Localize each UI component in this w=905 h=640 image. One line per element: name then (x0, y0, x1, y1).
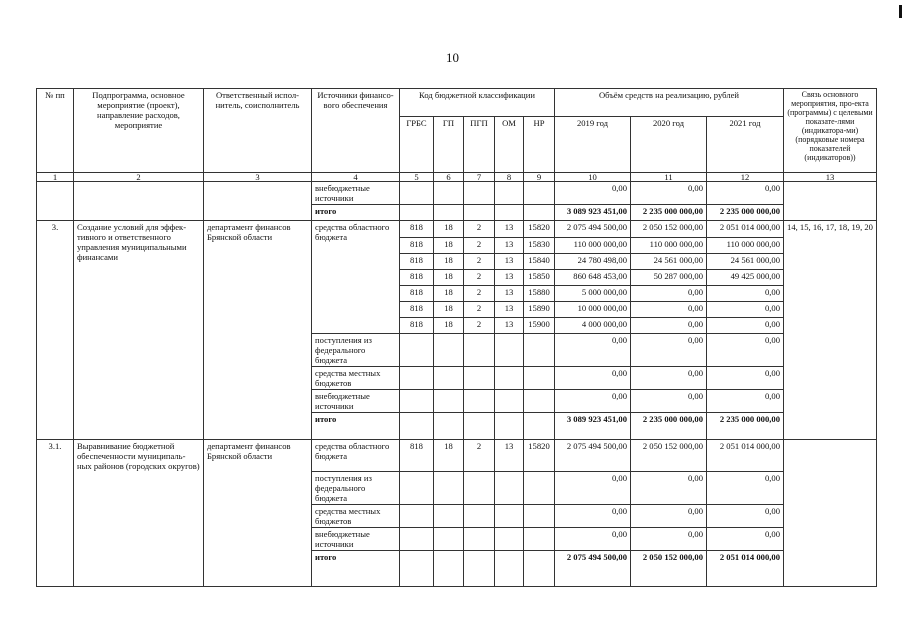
column-number: 9 (524, 173, 555, 182)
executor: департамент финансов Брянской области (204, 221, 312, 440)
grbs-code: 818 (400, 270, 434, 286)
nr-code: 15900 (524, 318, 555, 334)
value-2019: 4 000 000,00 (555, 318, 631, 334)
value-2021: 0,00 (707, 286, 784, 302)
header-om: ОМ (495, 117, 524, 173)
value-2019: 860 648 453,00 (555, 270, 631, 286)
header-link: Связь основного мероприятия, про-екта (программы) с целевыми показате-лями (индикатора-ми) (порядковые номера показателей (индикаторов)) (784, 89, 877, 173)
total-2019: 3 089 923 451,00 (555, 205, 631, 221)
nr-code: 15820 (524, 221, 555, 238)
header-2021: 2021 год (707, 117, 784, 173)
indicator-links (784, 440, 877, 587)
pgp-code: 2 (464, 318, 495, 334)
header-gp: ГП (434, 117, 464, 173)
corner-mark (899, 5, 902, 18)
value-2019: 0,00 (555, 367, 631, 390)
pgp-code: 2 (464, 238, 495, 254)
value-2019: 2 075 494 500,00 (555, 221, 631, 238)
om-code: 13 (495, 270, 524, 286)
total-2020: 2 235 000 000,00 (631, 205, 707, 221)
column-number: 6 (434, 173, 464, 182)
value-2021: 2 051 014 000,00 (707, 221, 784, 238)
value-2020: 0,00 (631, 318, 707, 334)
om-code: 13 (495, 440, 524, 472)
column-numbers-row (37, 173, 877, 182)
value-2019: 0,00 (555, 334, 631, 367)
nr-code: 15850 (524, 270, 555, 286)
total-2020: 2 235 000 000,00 (631, 413, 707, 440)
gp-code: 18 (434, 254, 464, 270)
value-2021: 0,00 (707, 318, 784, 334)
value-2021: 0,00 (707, 334, 784, 367)
source-label: внебюджетные источники (312, 182, 400, 205)
table-row (37, 440, 877, 472)
pgp-code: 2 (464, 221, 495, 238)
table-row (37, 182, 877, 205)
header-2019: 2019 год (555, 117, 631, 173)
program-title: Создание условий для эффек-тивного и ответственного управления муниципальными финансами (74, 221, 204, 440)
value-2020: 50 287 000,00 (631, 270, 707, 286)
value-2019: 0,00 (555, 472, 631, 505)
nr-code: 15890 (524, 302, 555, 318)
value-2019: 0,00 (555, 528, 631, 551)
row-number: 3. (37, 221, 74, 440)
column-number: 8 (495, 173, 524, 182)
program-title: Выравнивание бюджетной обеспеченности муниципаль-ных районов (городских округов) (74, 440, 204, 587)
column-number: 2 (74, 173, 204, 182)
value-2020: 0,00 (631, 367, 707, 390)
value-2021: 0,00 (707, 505, 784, 528)
column-number: 13 (784, 173, 877, 182)
page-number: 10 (446, 50, 459, 65)
header-executor: Ответственный испол-нитель, соисполнитель (204, 89, 312, 173)
value-2020: 24 561 000,00 (631, 254, 707, 270)
source-label: средства местных бюджетов (312, 367, 400, 390)
value-2021: 0,00 (707, 390, 784, 413)
total-2019: 2 075 494 500,00 (555, 551, 631, 587)
gp-code: 18 (434, 318, 464, 334)
header-pgp: ПГП (464, 117, 495, 173)
total-label: итого (312, 413, 400, 440)
value-2020: 0,00 (631, 286, 707, 302)
grbs-code: 818 (400, 221, 434, 238)
nr-code: 15840 (524, 254, 555, 270)
om-code: 13 (495, 286, 524, 302)
value-2019: 110 000 000,00 (555, 238, 631, 254)
total-2021: 2 051 014 000,00 (707, 551, 784, 587)
cell-empty (784, 182, 877, 221)
grbs-code: 818 (400, 254, 434, 270)
source-label: внебюджетные источники (312, 528, 400, 551)
cell-empty (37, 182, 74, 221)
value-2019: 0,00 (555, 390, 631, 413)
om-code: 13 (495, 302, 524, 318)
source-label: средства местных бюджетов (312, 505, 400, 528)
value-2021: 0,00 (707, 367, 784, 390)
value-2020: 0,00 (631, 528, 707, 551)
table-row (37, 221, 877, 238)
nr-code: 15820 (524, 440, 555, 472)
gp-code: 18 (434, 221, 464, 238)
grbs-code: 818 (400, 302, 434, 318)
total-2021: 2 235 000 000,00 (707, 413, 784, 440)
value-2021: 110 000 000,00 (707, 238, 784, 254)
value-2019: 2 075 494 500,00 (555, 440, 631, 472)
total-label: итого (312, 551, 400, 587)
value-2021: 0,00 (707, 182, 784, 205)
pgp-code: 2 (464, 270, 495, 286)
value-2019: 10 000 000,00 (555, 302, 631, 318)
source-label: средства областного бюджета (312, 221, 400, 334)
column-number: 7 (464, 173, 495, 182)
column-number: 3 (204, 173, 312, 182)
column-number: 12 (707, 173, 784, 182)
value-2020: 2 050 152 000,00 (631, 440, 707, 472)
total-2020: 2 050 152 000,00 (631, 551, 707, 587)
value-2020: 0,00 (631, 390, 707, 413)
column-number: 10 (555, 173, 631, 182)
pgp-code: 2 (464, 440, 495, 472)
gp-code: 18 (434, 238, 464, 254)
source-label: средства областного бюджета (312, 440, 400, 472)
header-sources: Источники финансо-вого обеспечения (312, 89, 400, 173)
header-volume: Объём средств на реализацию, рублей (555, 89, 784, 117)
nr-code: 15880 (524, 286, 555, 302)
value-2019: 0,00 (555, 505, 631, 528)
gp-code: 18 (434, 440, 464, 472)
value-2019: 0,00 (555, 182, 631, 205)
om-code: 13 (495, 238, 524, 254)
header-program: Подпрограмма, основное мероприятие (проект), направление расходов, мероприятие (74, 89, 204, 173)
value-2020: 0,00 (631, 182, 707, 205)
value-2021: 0,00 (707, 528, 784, 551)
budget-table (36, 88, 877, 587)
value-2020: 0,00 (631, 334, 707, 367)
gp-code: 18 (434, 270, 464, 286)
nr-code: 15830 (524, 238, 555, 254)
gp-code: 18 (434, 286, 464, 302)
header-no: № пп (37, 89, 74, 173)
executor: департамент финансов Брянской области (204, 440, 312, 587)
pgp-code: 2 (464, 286, 495, 302)
pgp-code: 2 (464, 254, 495, 270)
column-number: 4 (312, 173, 400, 182)
header-2020: 2020 год (631, 117, 707, 173)
value-2021: 49 425 000,00 (707, 270, 784, 286)
value-2019: 24 780 498,00 (555, 254, 631, 270)
value-2021: 24 561 000,00 (707, 254, 784, 270)
om-code: 13 (495, 318, 524, 334)
value-2021: 0,00 (707, 472, 784, 505)
cell-empty (74, 182, 204, 221)
column-number: 5 (400, 173, 434, 182)
source-label: поступления из федерального бюджета (312, 472, 400, 505)
total-label: итого (312, 205, 400, 221)
om-code: 13 (495, 221, 524, 238)
header-nr: НР (524, 117, 555, 173)
grbs-code: 818 (400, 286, 434, 302)
header-budget-code: Код бюджетной классификации (400, 89, 555, 117)
total-2021: 2 235 000 000,00 (707, 205, 784, 221)
pgp-code: 2 (464, 302, 495, 318)
value-2021: 0,00 (707, 302, 784, 318)
header-row (37, 89, 877, 117)
column-number: 11 (631, 173, 707, 182)
gp-code: 18 (434, 302, 464, 318)
value-2020: 0,00 (631, 505, 707, 528)
row-number: 3.1. (37, 440, 74, 587)
grbs-code: 818 (400, 238, 434, 254)
total-2019: 3 089 923 451,00 (555, 413, 631, 440)
value-2020: 0,00 (631, 302, 707, 318)
grbs-code: 818 (400, 440, 434, 472)
value-2021: 2 051 014 000,00 (707, 440, 784, 472)
value-2020: 0,00 (631, 472, 707, 505)
cell-empty (204, 182, 312, 221)
om-code: 13 (495, 254, 524, 270)
source-label: поступления из федерального бюджета (312, 334, 400, 367)
value-2020: 2 050 152 000,00 (631, 221, 707, 238)
value-2019: 5 000 000,00 (555, 286, 631, 302)
header-grbs: ГРБС (400, 117, 434, 173)
column-number: 1 (37, 173, 74, 182)
indicator-links: 14, 15, 16, 17, 18, 19, 20 (784, 221, 877, 440)
grbs-code: 818 (400, 318, 434, 334)
value-2020: 110 000 000,00 (631, 238, 707, 254)
source-label: внебюджетные источники (312, 390, 400, 413)
